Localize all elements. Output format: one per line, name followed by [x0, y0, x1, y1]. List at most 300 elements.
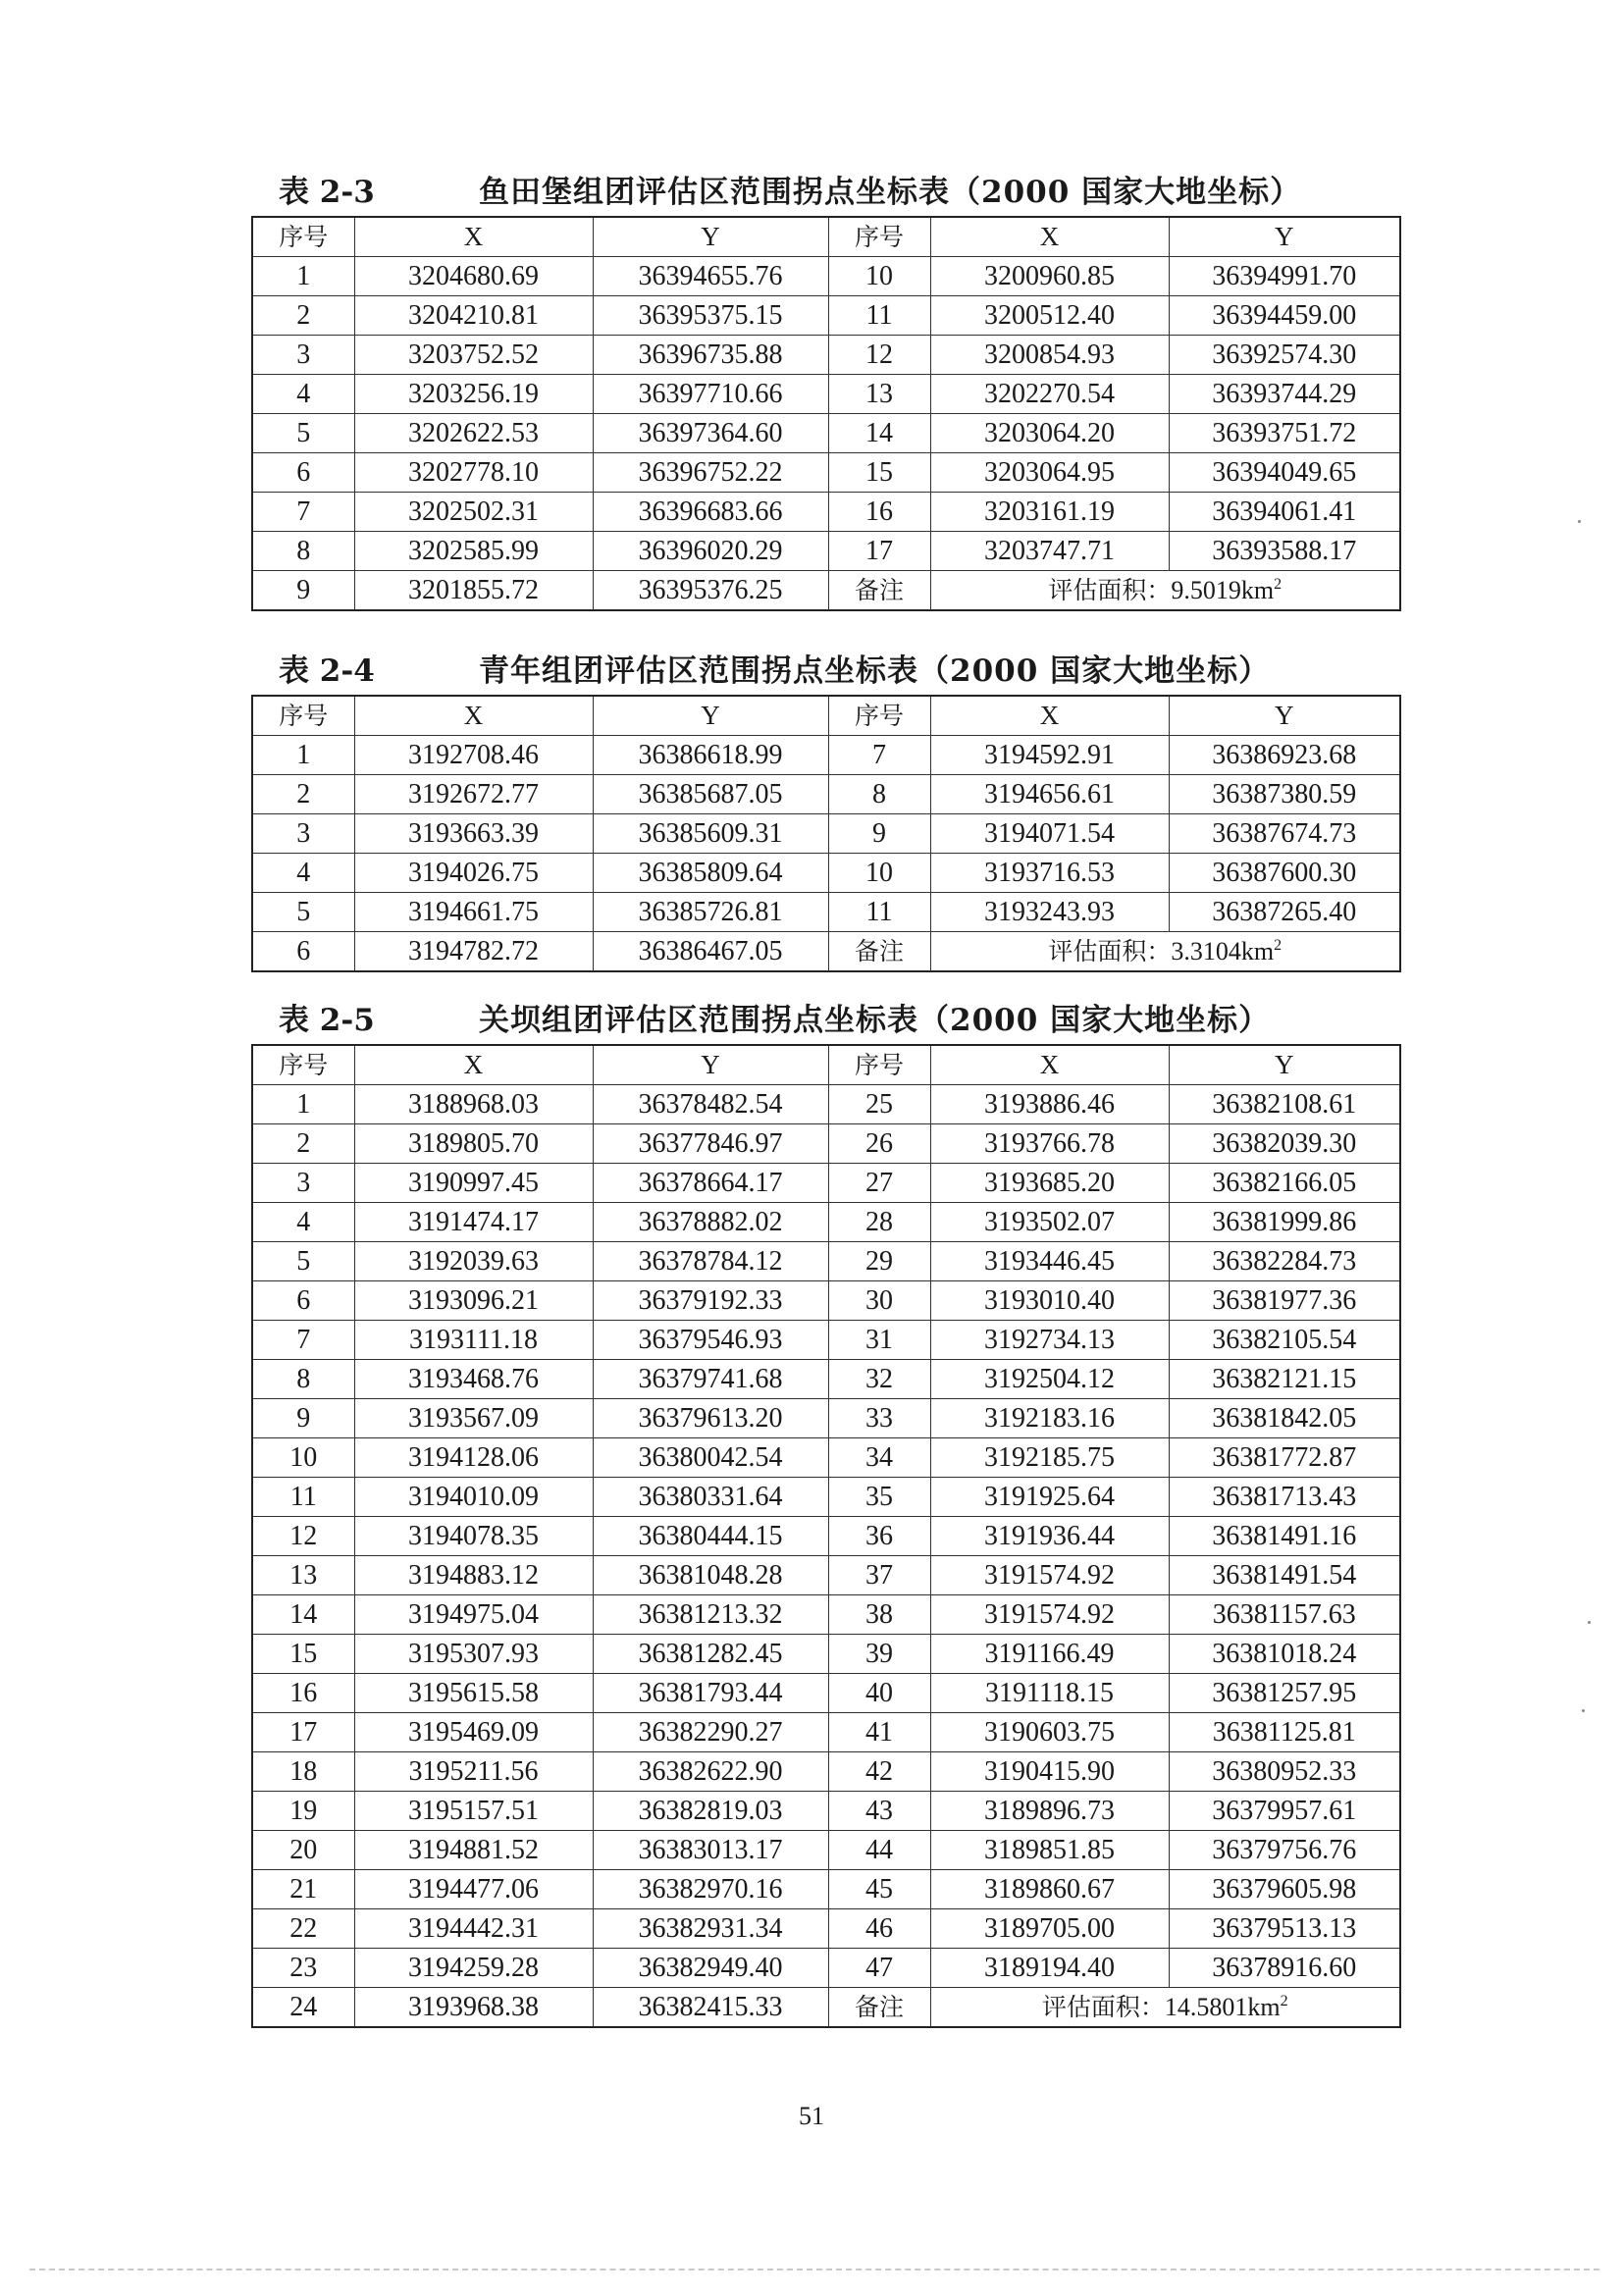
table-cell: 1 — [252, 736, 354, 775]
column-header: Y — [1169, 217, 1400, 257]
table-cell: 36393744.29 — [1169, 375, 1400, 414]
page-number: 51 — [799, 2102, 824, 2130]
table-cell: 36380952.33 — [1169, 1752, 1400, 1792]
table-cell: 6 — [252, 453, 354, 493]
table-cell: 3202502.31 — [354, 493, 593, 532]
table-cell: 36381491.16 — [1169, 1517, 1400, 1556]
table-row — [252, 1949, 1400, 1988]
scan-speck — [1582, 1709, 1585, 1712]
table-cell: 36385726.81 — [593, 893, 828, 932]
column-header: X — [930, 1045, 1169, 1085]
table-cell: 32 — [828, 1360, 930, 1399]
table-row-note — [252, 1988, 1400, 2028]
table-cell: 36393588.17 — [1169, 532, 1400, 571]
table-cell: 3202778.10 — [354, 453, 593, 493]
table-row — [252, 1517, 1400, 1556]
table-cell: 18 — [252, 1752, 354, 1792]
table-cell: 41 — [828, 1713, 930, 1752]
table-cell: 36385809.64 — [593, 854, 828, 893]
table-cell: 16 — [828, 493, 930, 532]
table-cell: 3193716.53 — [930, 854, 1169, 893]
table-cell: 3195211.56 — [354, 1752, 593, 1792]
table-cell: 36396735.88 — [593, 336, 828, 375]
table-cell: 36381842.05 — [1169, 1399, 1400, 1438]
table-cell: 21 — [252, 1870, 354, 1909]
table-cell: 36379192.33 — [593, 1281, 828, 1321]
table-cell: 36383013.17 — [593, 1831, 828, 1870]
table-body — [252, 1085, 1400, 2028]
table-cell: 37 — [828, 1556, 930, 1595]
table-cell: 3194656.61 — [930, 775, 1169, 814]
table-cell: 36395375.15 — [593, 296, 828, 336]
table-row — [252, 414, 1400, 453]
table-cell: 33 — [828, 1399, 930, 1438]
table-cell: 36385687.05 — [593, 775, 828, 814]
table-cell: 36382622.90 — [593, 1752, 828, 1792]
table-cell: 2 — [252, 775, 354, 814]
table-cell: 36382290.27 — [593, 1713, 828, 1752]
table-cell: 3194592.91 — [930, 736, 1169, 775]
table-cell: 9 — [252, 571, 354, 611]
table-cell: 36379756.76 — [1169, 1831, 1400, 1870]
table-cell: 36396683.66 — [593, 493, 828, 532]
table-cell: 36378664.17 — [593, 1164, 828, 1203]
table-cell: 27 — [828, 1164, 930, 1203]
table-cell: 8 — [252, 1360, 354, 1399]
table-cell: 3193968.38 — [354, 1988, 593, 2028]
table-cell: 36382039.30 — [1169, 1124, 1400, 1164]
table-cell: 3193111.18 — [354, 1321, 593, 1360]
table-cell: 10 — [828, 257, 930, 296]
table-cell: 24 — [252, 1988, 354, 2028]
table-row — [252, 1360, 1400, 1399]
table-cell: 36381491.54 — [1169, 1556, 1400, 1595]
table-cell: 14 — [252, 1595, 354, 1635]
area-value: 9.5019km — [1171, 576, 1275, 604]
table-cell: 3194661.75 — [354, 893, 593, 932]
table-cell: 36392574.30 — [1169, 336, 1400, 375]
table-row — [252, 854, 1400, 893]
table-cell: 3192672.77 — [354, 775, 593, 814]
table-caption — [251, 169, 1399, 216]
coordinate-table — [251, 695, 1401, 972]
table-cell: 36394061.41 — [1169, 493, 1400, 532]
table-cell: 45 — [828, 1870, 930, 1909]
table-row — [252, 1595, 1400, 1635]
table-row — [252, 1164, 1400, 1203]
table-row — [252, 493, 1400, 532]
table-caption — [251, 648, 1399, 695]
table-cell: 42 — [828, 1752, 930, 1792]
table-cell: 17 — [252, 1713, 354, 1752]
table-cell: 3194010.09 — [354, 1478, 593, 1517]
table-cell: 36387265.40 — [1169, 893, 1400, 932]
table-row — [252, 1478, 1400, 1517]
table-cell: 3194782.72 — [354, 932, 593, 972]
table-cell: 3194883.12 — [354, 1556, 593, 1595]
table-cell: 36381048.28 — [593, 1556, 828, 1595]
table-cell: 36394655.76 — [593, 257, 828, 296]
table-cell: 36382931.34 — [593, 1909, 828, 1949]
table-row-note — [252, 932, 1400, 972]
table-cell: 3189851.85 — [930, 1831, 1169, 1870]
column-header: 序号 — [828, 696, 930, 736]
table-cell: 3193886.46 — [930, 1085, 1169, 1124]
area-note — [930, 571, 1400, 611]
table-cell: 7 — [828, 736, 930, 775]
area-note — [930, 1988, 1400, 2028]
table-row — [252, 775, 1400, 814]
table-cell: 36 — [828, 1517, 930, 1556]
table-cell: 3189860.67 — [930, 1870, 1169, 1909]
table-cell: 36377846.97 — [593, 1124, 828, 1164]
note-label: 备注 — [828, 932, 930, 972]
scan-speck — [1578, 520, 1581, 523]
table-row — [252, 1242, 1400, 1281]
area-unit-exponent: 2 — [1280, 1993, 1288, 2009]
table-cell: 10 — [252, 1438, 354, 1478]
table-cell: 36394459.00 — [1169, 296, 1400, 336]
table-cell: 3194477.06 — [354, 1870, 593, 1909]
table-cell: 3201855.72 — [354, 571, 593, 611]
table-row — [252, 814, 1400, 854]
table-cell: 13 — [828, 375, 930, 414]
table-cell: 36395376.25 — [593, 571, 828, 611]
table-cell: 13 — [252, 1556, 354, 1595]
table-cell: 36385609.31 — [593, 814, 828, 854]
table-cell: 11 — [828, 893, 930, 932]
column-header: 序号 — [252, 1045, 354, 1085]
table-cell: 36379513.13 — [1169, 1909, 1400, 1949]
table-cell: 6 — [252, 932, 354, 972]
table-cell: 4 — [252, 854, 354, 893]
table-title: 青年组团评估区范围拐点坐标表（2000 国家大地坐标） — [479, 653, 1271, 689]
table-cell: 36382105.54 — [1169, 1321, 1400, 1360]
table-row — [252, 1792, 1400, 1831]
table-cell: 3189705.00 — [930, 1909, 1169, 1949]
table-cell: 3193567.09 — [354, 1399, 593, 1438]
column-header: X — [930, 696, 1169, 736]
column-header: 序号 — [252, 696, 354, 736]
table-cell: 40 — [828, 1674, 930, 1713]
table-cell: 3200854.93 — [930, 336, 1169, 375]
table-cell: 3203256.19 — [354, 375, 593, 414]
table-cell: 14 — [828, 414, 930, 453]
table-cell: 3203161.19 — [930, 493, 1169, 532]
table-cell: 36387674.73 — [1169, 814, 1400, 854]
table-cell: 20 — [252, 1831, 354, 1870]
table-row — [252, 1713, 1400, 1752]
table-cell: 36397364.60 — [593, 414, 828, 453]
table-cell: 10 — [828, 854, 930, 893]
area-value: 3.3104km — [1171, 937, 1275, 965]
table-cell: 3194881.52 — [354, 1831, 593, 1870]
table-body — [252, 257, 1400, 611]
table-cell: 5 — [252, 414, 354, 453]
table-cell: 4 — [252, 375, 354, 414]
table-cell: 36381772.87 — [1169, 1438, 1400, 1478]
table-cell: 36378482.54 — [593, 1085, 828, 1124]
table-cell: 36396752.22 — [593, 453, 828, 493]
table-cell: 19 — [252, 1792, 354, 1831]
table-cell: 36379605.98 — [1169, 1870, 1400, 1909]
table-cell: 36393751.72 — [1169, 414, 1400, 453]
column-header: 序号 — [252, 217, 354, 257]
table-cell: 36386467.05 — [593, 932, 828, 972]
table-block-2-3 — [251, 169, 1399, 611]
table-cell: 36397710.66 — [593, 375, 828, 414]
table-title: 关坝组团评估区范围拐点坐标表（2000 国家大地坐标） — [479, 1003, 1271, 1038]
table-cell: 36386923.68 — [1169, 736, 1400, 775]
table-row — [252, 532, 1400, 571]
table-cell: 3193468.76 — [354, 1360, 593, 1399]
table-row — [252, 1085, 1400, 1124]
table-cell: 3191574.92 — [930, 1595, 1169, 1635]
table-cell: 7 — [252, 493, 354, 532]
table-row — [252, 257, 1400, 296]
table-row — [252, 375, 1400, 414]
table-cell: 16 — [252, 1674, 354, 1713]
table-row — [252, 1556, 1400, 1595]
table-cell: 3204210.81 — [354, 296, 593, 336]
table-title: 鱼田堡组团评估区范围拐点坐标表（2000 国家大地坐标） — [479, 175, 1302, 210]
table-cell: 3194078.35 — [354, 1517, 593, 1556]
table-row — [252, 1674, 1400, 1713]
header-row — [252, 1045, 1400, 1085]
table-cell: 3189896.73 — [930, 1792, 1169, 1831]
table-cell: 36382108.61 — [1169, 1085, 1400, 1124]
table-cell: 3194259.28 — [354, 1949, 593, 1988]
table-cell: 3204680.69 — [354, 257, 593, 296]
area-label: 评估面积： — [1041, 1993, 1165, 2021]
table-cell: 12 — [828, 336, 930, 375]
table-cell: 11 — [828, 296, 930, 336]
table-cell: 3192708.46 — [354, 736, 593, 775]
table-cell: 3202270.54 — [930, 375, 1169, 414]
table-cell: 3193010.40 — [930, 1281, 1169, 1321]
table-cell: 36394991.70 — [1169, 257, 1400, 296]
table-cell: 36380042.54 — [593, 1438, 828, 1478]
table-cell: 6 — [252, 1281, 354, 1321]
table-row — [252, 296, 1400, 336]
table-cell: 3 — [252, 1164, 354, 1203]
table-row — [252, 736, 1400, 775]
note-label: 备注 — [828, 571, 930, 611]
table-row — [252, 1124, 1400, 1164]
table-number: 表 2-5 — [279, 1003, 375, 1038]
table-cell: 3202585.99 — [354, 532, 593, 571]
table-cell: 3192183.16 — [930, 1399, 1169, 1438]
footer-divider — [29, 2269, 1599, 2270]
table-cell: 36381977.36 — [1169, 1281, 1400, 1321]
table-cell: 39 — [828, 1635, 930, 1674]
table-row — [252, 1438, 1400, 1478]
table-cell: 38 — [828, 1595, 930, 1635]
table-cell: 3189805.70 — [354, 1124, 593, 1164]
table-cell: 36381999.86 — [1169, 1203, 1400, 1242]
table-number: 表 2-3 — [279, 175, 375, 210]
table-cell: 3188968.03 — [354, 1085, 593, 1124]
table-cell: 15 — [252, 1635, 354, 1674]
table-cell: 3203064.95 — [930, 453, 1169, 493]
scan-speck — [1588, 1621, 1591, 1624]
header-row — [252, 217, 1400, 257]
table-cell: 3193243.93 — [930, 893, 1169, 932]
table-cell: 36379957.61 — [1169, 1792, 1400, 1831]
table-cell: 3203747.71 — [930, 532, 1169, 571]
table-row — [252, 1909, 1400, 1949]
table-cell: 9 — [252, 1399, 354, 1438]
column-header: 序号 — [828, 1045, 930, 1085]
table-cell: 36381282.45 — [593, 1635, 828, 1674]
table-cell: 4 — [252, 1203, 354, 1242]
table-cell: 36382121.15 — [1169, 1360, 1400, 1399]
table-cell: 29 — [828, 1242, 930, 1281]
table-cell: 3195615.58 — [354, 1674, 593, 1713]
table-cell: 3203752.52 — [354, 336, 593, 375]
table-cell: 2 — [252, 296, 354, 336]
table-cell: 3200512.40 — [930, 296, 1169, 336]
table-cell: 3193766.78 — [930, 1124, 1169, 1164]
table-cell: 17 — [828, 532, 930, 571]
area-note — [930, 932, 1400, 972]
column-header: X — [354, 217, 593, 257]
table-row — [252, 1831, 1400, 1870]
table-cell: 36381157.63 — [1169, 1595, 1400, 1635]
table-block-2-5 — [251, 997, 1399, 2028]
table-cell: 36382970.16 — [593, 1870, 828, 1909]
table-cell: 3 — [252, 336, 354, 375]
table-cell: 36381213.32 — [593, 1595, 828, 1635]
table-cell: 31 — [828, 1321, 930, 1360]
table-cell: 3190997.45 — [354, 1164, 593, 1203]
table-cell: 36387380.59 — [1169, 775, 1400, 814]
table-cell: 36381018.24 — [1169, 1635, 1400, 1674]
table-cell: 3195157.51 — [354, 1792, 593, 1831]
table-row — [252, 893, 1400, 932]
table-cell: 3202622.53 — [354, 414, 593, 453]
table-row — [252, 1635, 1400, 1674]
table-cell: 25 — [828, 1085, 930, 1124]
table-cell: 5 — [252, 893, 354, 932]
table-cell: 3192039.63 — [354, 1242, 593, 1281]
table-cell: 36380331.64 — [593, 1478, 828, 1517]
table-cell: 26 — [828, 1124, 930, 1164]
area-unit-exponent: 2 — [1274, 937, 1283, 954]
table-cell: 36396020.29 — [593, 532, 828, 571]
table-cell: 36381125.81 — [1169, 1713, 1400, 1752]
table-cell: 36387600.30 — [1169, 854, 1400, 893]
column-header: Y — [1169, 1045, 1400, 1085]
table-cell: 36378784.12 — [593, 1242, 828, 1281]
table-row — [252, 1203, 1400, 1242]
area-unit-exponent: 2 — [1274, 576, 1283, 593]
table-cell: 36378916.60 — [1169, 1949, 1400, 1988]
column-header: Y — [593, 1045, 828, 1085]
table-number: 表 2-4 — [279, 653, 375, 689]
table-block-2-4 — [251, 648, 1399, 972]
table-cell: 3191474.17 — [354, 1203, 593, 1242]
table-cell: 8 — [828, 775, 930, 814]
table-row — [252, 1281, 1400, 1321]
table-cell: 3195469.09 — [354, 1713, 593, 1752]
table-cell: 3194071.54 — [930, 814, 1169, 854]
table-cell: 3203064.20 — [930, 414, 1169, 453]
table-cell: 5 — [252, 1242, 354, 1281]
area-label: 评估面积： — [1048, 576, 1172, 604]
table-cell: 3194128.06 — [354, 1438, 593, 1478]
table-cell: 36382949.40 — [593, 1949, 828, 1988]
table-cell: 36378882.02 — [593, 1203, 828, 1242]
table-cell: 36394049.65 — [1169, 453, 1400, 493]
area-label: 评估面积： — [1048, 937, 1172, 965]
table-cell: 3190603.75 — [930, 1713, 1169, 1752]
table-row — [252, 1399, 1400, 1438]
table-cell: 3200960.85 — [930, 257, 1169, 296]
column-header: Y — [593, 696, 828, 736]
table-cell: 3194442.31 — [354, 1909, 593, 1949]
table-cell: 36380444.15 — [593, 1517, 828, 1556]
table-cell: 46 — [828, 1909, 930, 1949]
table-cell: 15 — [828, 453, 930, 493]
table-cell: 34 — [828, 1438, 930, 1478]
table-cell: 3192185.75 — [930, 1438, 1169, 1478]
table-cell: 23 — [252, 1949, 354, 1988]
table-cell: 7 — [252, 1321, 354, 1360]
column-header: Y — [1169, 696, 1400, 736]
table-cell: 44 — [828, 1831, 930, 1870]
column-header: X — [354, 1045, 593, 1085]
table-cell: 36382166.05 — [1169, 1164, 1400, 1203]
column-header: X — [930, 217, 1169, 257]
table-cell: 1 — [252, 257, 354, 296]
table-row — [252, 1870, 1400, 1909]
table-row-note — [252, 571, 1400, 611]
table-cell: 3191936.44 — [930, 1517, 1169, 1556]
note-label: 备注 — [828, 1988, 930, 2028]
table-cell: 36379613.20 — [593, 1399, 828, 1438]
table-cell: 43 — [828, 1792, 930, 1831]
table-cell: 3195307.93 — [354, 1635, 593, 1674]
table-cell: 2 — [252, 1124, 354, 1164]
table-cell: 47 — [828, 1949, 930, 1988]
column-header: Y — [593, 217, 828, 257]
table-cell: 3191166.49 — [930, 1635, 1169, 1674]
area-value: 14.5801km — [1164, 1993, 1281, 2021]
table-cell: 3192504.12 — [930, 1360, 1169, 1399]
table-cell: 28 — [828, 1203, 930, 1242]
table-row — [252, 1321, 1400, 1360]
table-cell: 36382819.03 — [593, 1792, 828, 1831]
table-caption — [251, 997, 1399, 1044]
table-cell: 36382415.33 — [593, 1988, 828, 2028]
table-row — [252, 336, 1400, 375]
table-cell: 36381793.44 — [593, 1674, 828, 1713]
table-cell: 36379546.93 — [593, 1321, 828, 1360]
table-cell: 3194975.04 — [354, 1595, 593, 1635]
table-row — [252, 453, 1400, 493]
table-cell: 3189194.40 — [930, 1949, 1169, 1988]
table-cell: 3193096.21 — [354, 1281, 593, 1321]
table-cell: 3193446.45 — [930, 1242, 1169, 1281]
table-cell: 3191574.92 — [930, 1556, 1169, 1595]
coordinate-table — [251, 1044, 1401, 2028]
table-cell: 8 — [252, 532, 354, 571]
table-cell: 11 — [252, 1478, 354, 1517]
table-cell: 3190415.90 — [930, 1752, 1169, 1792]
table-cell: 36381257.95 — [1169, 1674, 1400, 1713]
table-cell: 36381713.43 — [1169, 1478, 1400, 1517]
